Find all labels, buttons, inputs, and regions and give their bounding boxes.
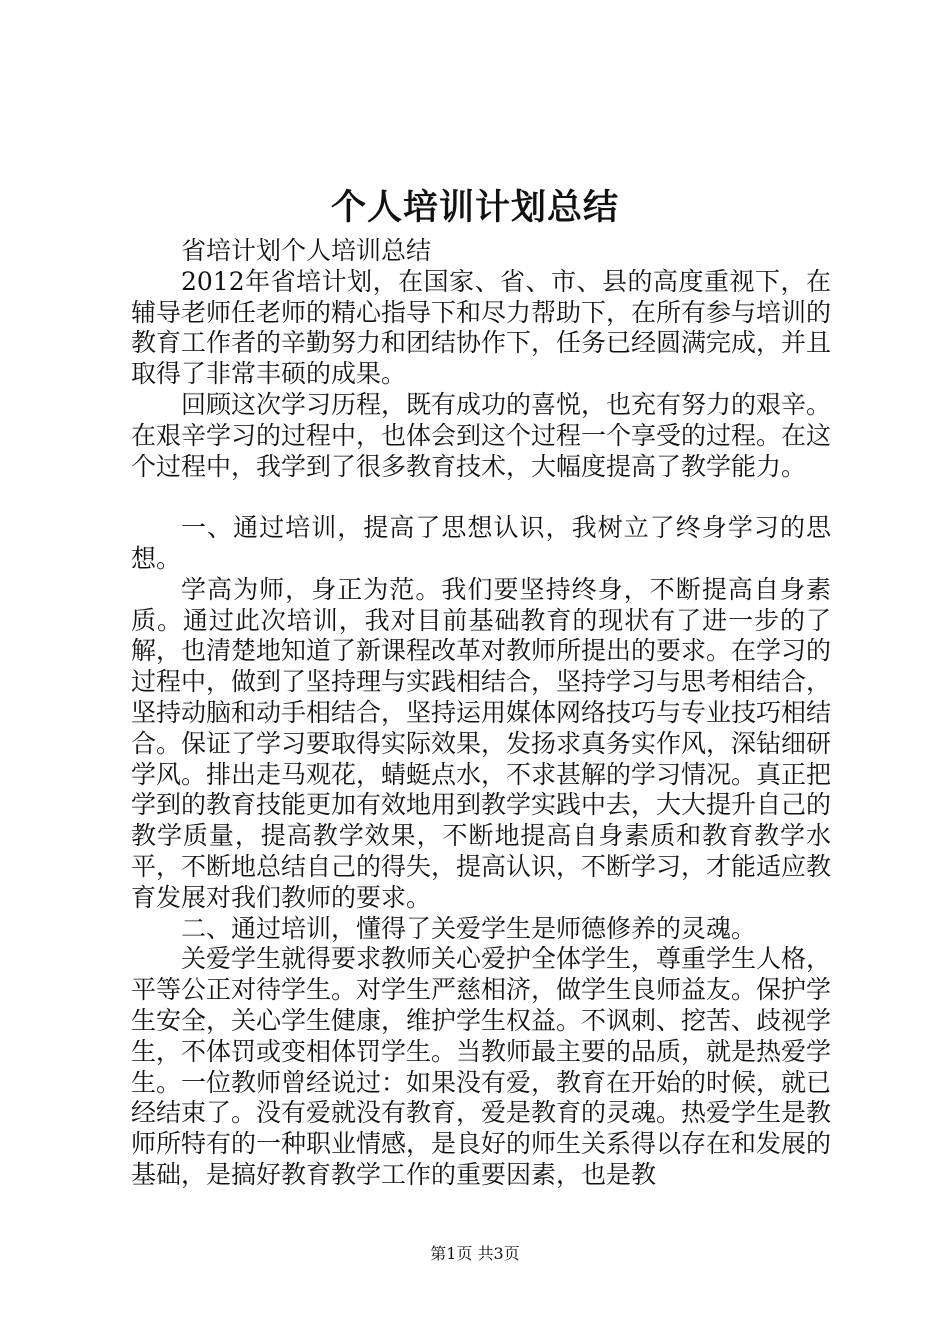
section-heading-1: 一、通过培训，提高了思想认识，我树立了终身学习的思想。 <box>131 513 831 573</box>
paragraph-subtitle: 省培计划个人培训总结 <box>181 236 432 265</box>
page-number: 第1页 共3页 <box>430 1244 520 1263</box>
paragraph-review: 回顾这次学习历程，既有成功的喜悦，也充有努力的艰辛。在艰辛学习的过程中，也体会到这个过程一个享受的过程。在这个过程中，我学到了很多教育技术，大幅度提高了教学能力。 <box>131 389 832 481</box>
paragraph-section-2: 关爱学生就得要求教师关心爱护全体学生，尊重学生人格，平等公正对待学生。对学生严慈相济，做学生良师益友。保护学生安全，关心学生健康，维护学生权益。不讽刺、挖苦、歧视学生，不体罚或变相体罚学生。当教师最主要的品质，就是热爱学生。一位教师曾经说过：如果没有爱，教育在开始的时候，就已经结束了。没有爱就没有教育，爱是教育的灵魂。热爱学生是教师所特有的一种职业情感，是良好的师生关系得以存在和发展的基础，是搞好教育教学工作的重要因素，也是教 <box>131 944 832 1189</box>
section-heading-2: 二、通过培训，懂得了关爱学生是师德修养的灵魂。 <box>181 913 757 943</box>
paragraph-section-1: 学高为师，身正为范。我们要坚持终身，不断提高自身素质。通过此次培训，我对目前基础教育的现状有了进一步的了解，也清楚地知道了新课程改革对教师所提出的要求。在学习的过程中，做到了坚持理与实践相结合，坚持学习与思考相结合，坚持动脑和动手相结合，坚持运用媒体网络技巧与专业技巧相结合。保证了学习要取得实际效果，发扬求真务实作风，深钻细研学风。排出走马观花，蜻蜓点水，不求甚解的学习情况。真正把学到的教育技能更加有效地用到教学实践中去，大大提升自己的教学质量，提高教学效果，不断地提高自身素质和教育教学水平，不断地总结自己的得失，提高认识，不断学习，才能适应教育发展对我们教师的要求。 <box>131 574 832 912</box>
paragraph-intro: 2012年省培计划，在国家、省、市、县的高度重视下，在辅导老师任老师的精心指导下和尽力帮助下，在所有参与培训的教育工作者的辛勤努力和团结协作下，任务已经圆满完成，并且取得了非常丰硕的成果。 <box>131 266 832 389</box>
document-title: 个人培训计划总结 <box>330 187 619 228</box>
document-body <box>131 236 831 1191</box>
